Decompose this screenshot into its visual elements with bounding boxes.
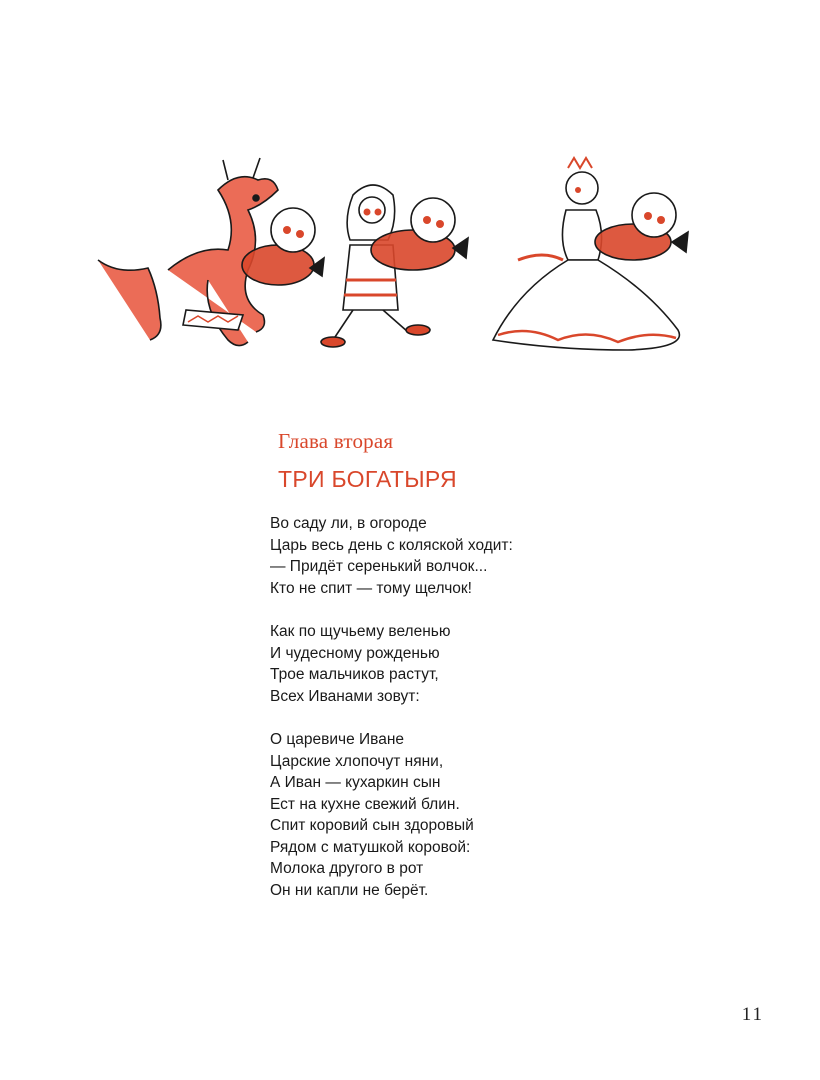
- page-number: 11: [741, 1004, 764, 1025]
- stanza: [270, 621, 630, 707]
- poem-line: О царевиче Иване: [270, 731, 404, 748]
- cow-figure: [98, 158, 324, 346]
- poem-line: И чудесному рожденью: [270, 644, 440, 662]
- chapter-heading: [278, 428, 457, 494]
- header-illustration: [88, 150, 704, 360]
- poem-line: А Иван — кухаркин сын: [270, 774, 441, 791]
- poem-line: Кто не спит — тому щелчок!: [270, 579, 472, 597]
- chapter-title: ТРИ БОГАТЫРЯ: [278, 466, 457, 492]
- chapter-label: Глава вторая: [278, 429, 394, 453]
- poem-line: Царь весь день с коляской ходит:: [270, 536, 513, 554]
- poem-line: Рядом с матушкой коровой:: [270, 838, 471, 856]
- poem-line: Молока другого в рот: [270, 860, 424, 877]
- poem-line: Во саду ли, в огороде: [270, 515, 427, 532]
- poem-line: Царские хлопочут няни,: [270, 752, 444, 770]
- nanny-figure: [321, 185, 468, 347]
- poem-line: Он ни капли не берёт.: [270, 881, 429, 899]
- poem-line: Ест на кухне свежий блин.: [270, 795, 460, 813]
- poem: [270, 513, 630, 923]
- tsarina-figure: [493, 158, 688, 350]
- poem-line: Как по щучьему веленью: [270, 623, 451, 640]
- poem-line: Трое мальчиков растут,: [270, 666, 439, 683]
- poem-line: Всех Иванами зовут:: [270, 687, 420, 705]
- poem-line: Спит коровий сын здоровый: [270, 817, 474, 834]
- poem-line: — Придёт серенький волчок...: [270, 558, 488, 575]
- stanza: [270, 729, 630, 901]
- stanza: [270, 513, 630, 599]
